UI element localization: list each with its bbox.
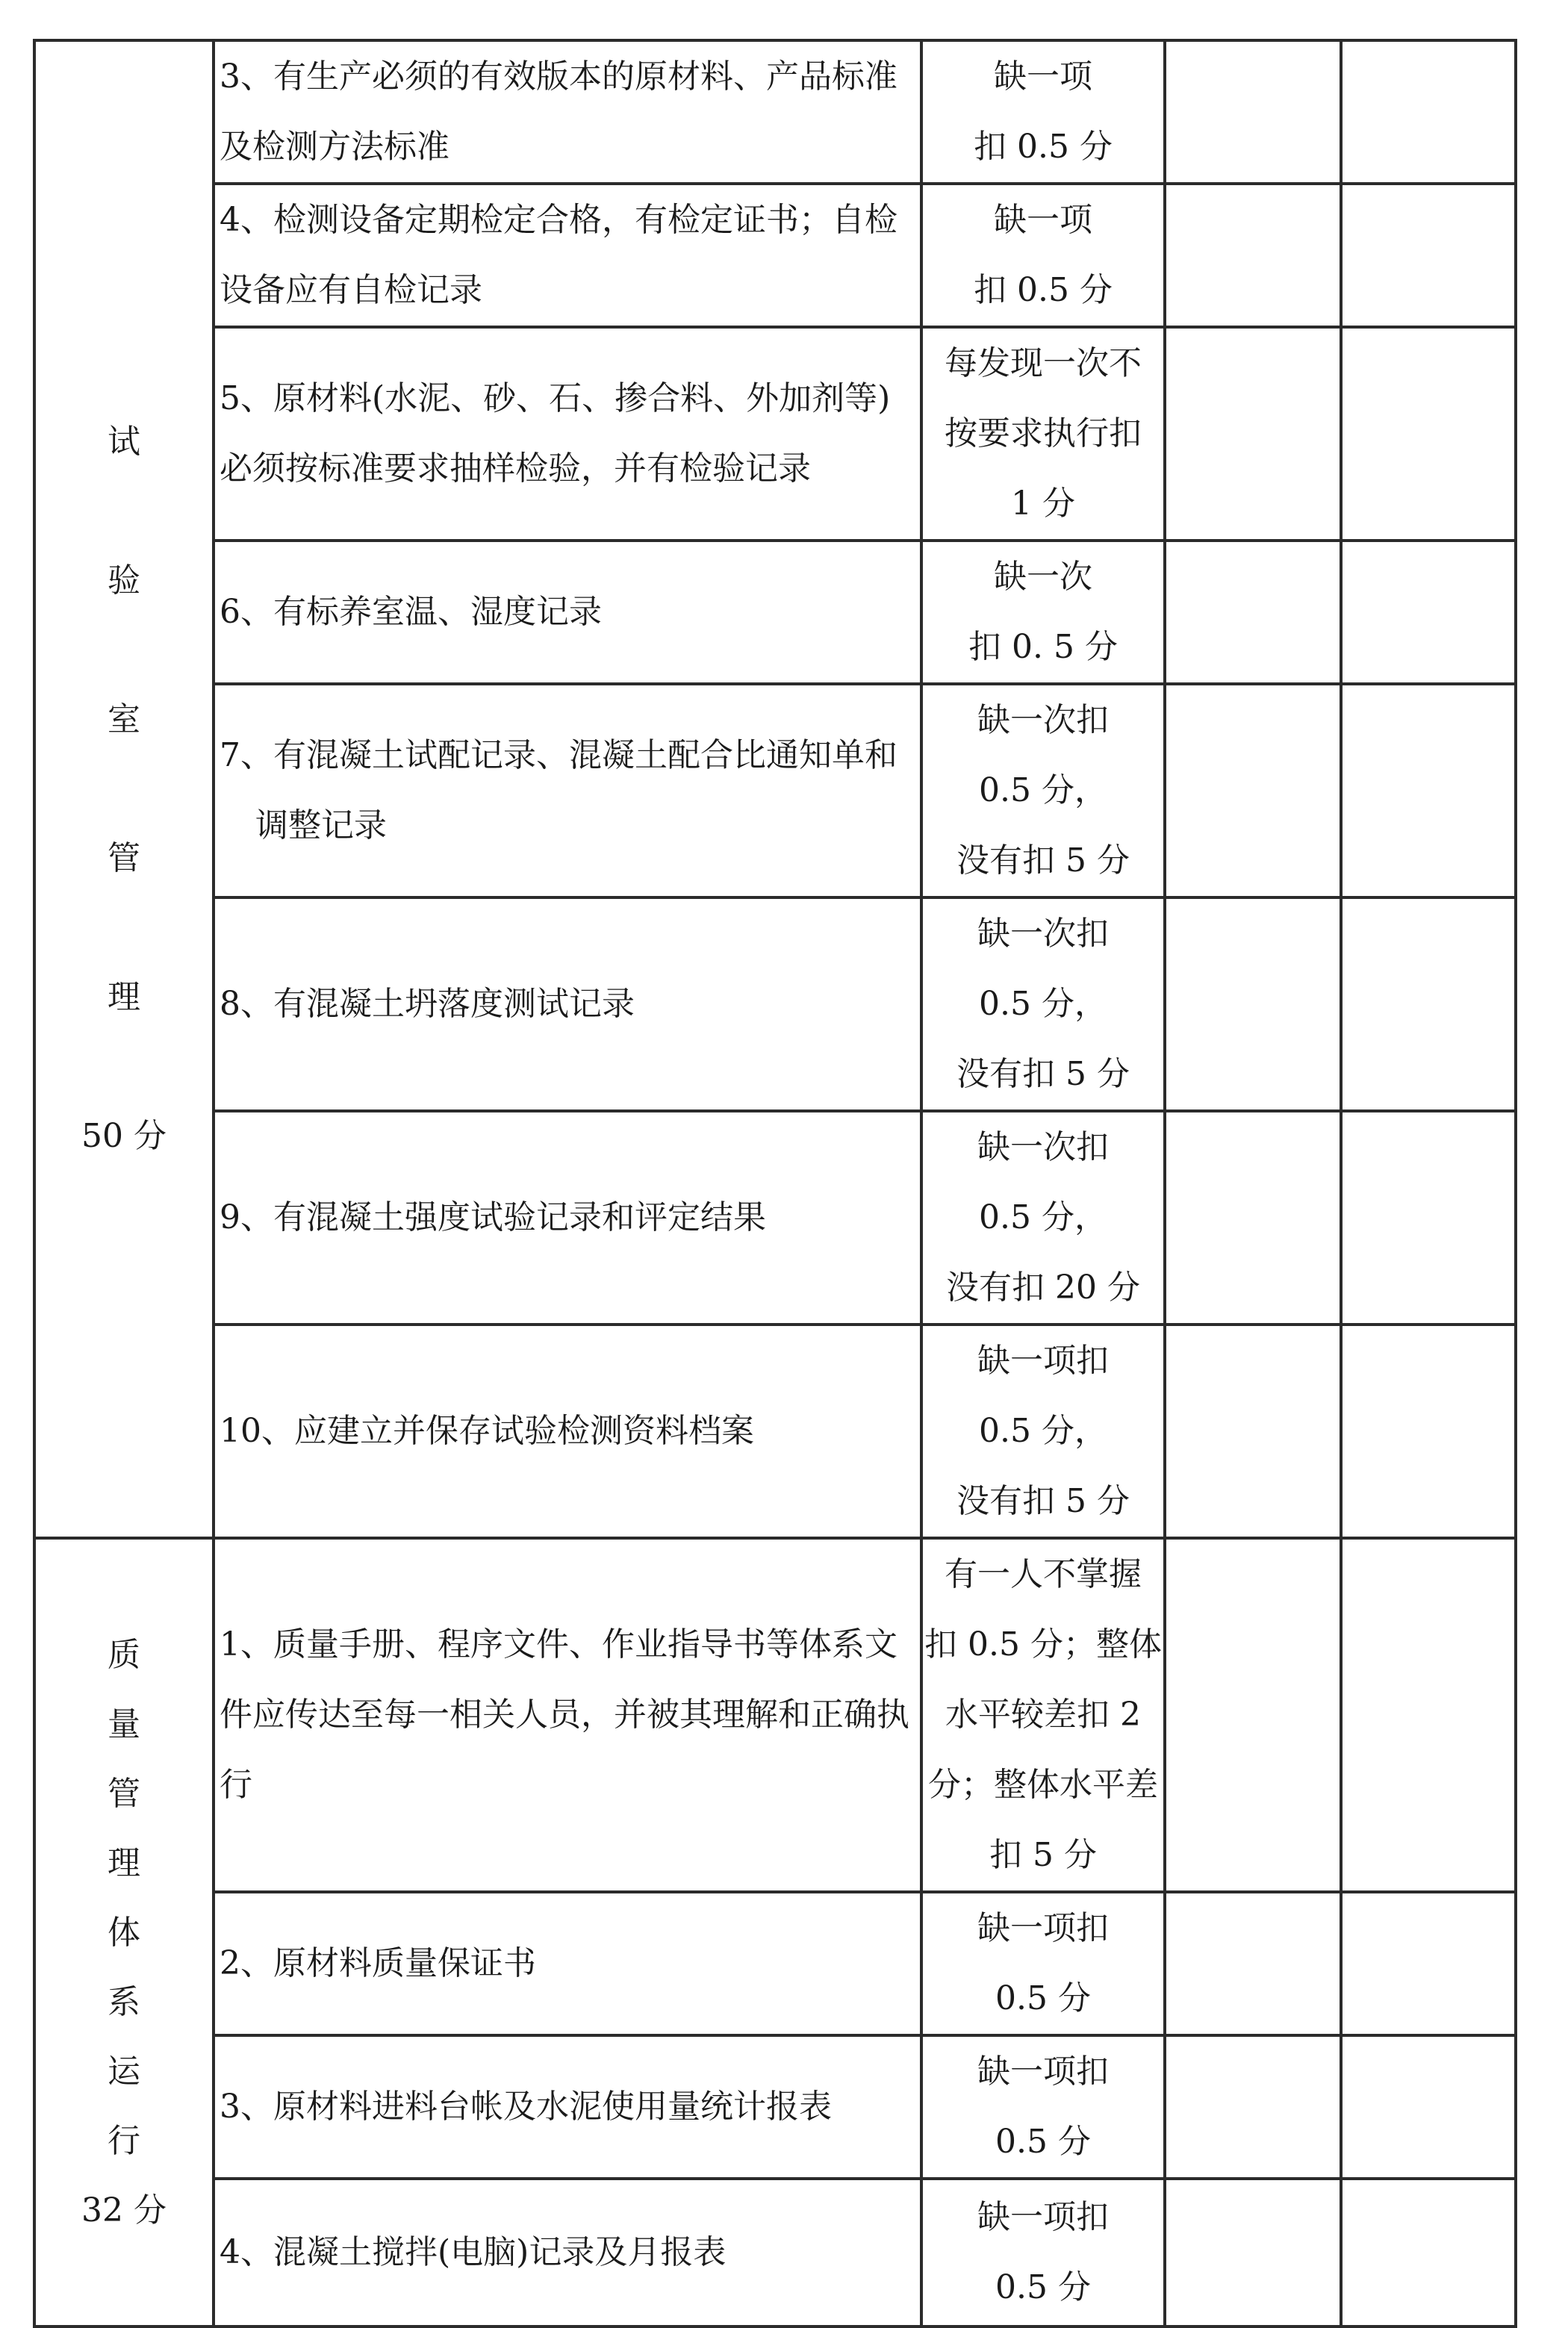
score-cell[interactable]: [1165, 541, 1341, 684]
score-cell[interactable]: [1165, 1325, 1341, 1538]
category-char: 体: [108, 1913, 140, 1952]
rule-line: 扣 0.5 分: [974, 271, 1113, 309]
rule-line: 0.5 分: [995, 2268, 1091, 2306]
table-row: [34, 1892, 1516, 2035]
rule-line: 缺一次扣: [977, 1128, 1109, 1166]
evaluation-table: [33, 39, 1517, 2328]
rule-line: 缺一项扣: [977, 1909, 1109, 1947]
rule-line: 分；整体水平差: [928, 1766, 1158, 1804]
rule-line: 没有扣 5 分: [956, 1482, 1130, 1520]
item-text: 3、原材料进料台帐及水泥使用量统计报表: [214, 2035, 921, 2179]
deduction-rule: [921, 327, 1165, 541]
deduction-rule: [921, 897, 1165, 1111]
table-row: [34, 897, 1516, 1111]
score-cell[interactable]: [1341, 541, 1516, 684]
deduction-rule: [921, 2179, 1165, 2327]
score-cell[interactable]: [1165, 2035, 1341, 2179]
category-char: 理: [108, 978, 140, 1016]
rule-line: 没有扣 20 分: [946, 1269, 1140, 1307]
deduction-rule: [921, 1111, 1165, 1325]
score-cell[interactable]: [1165, 1892, 1341, 2035]
score-cell[interactable]: [1165, 1111, 1341, 1325]
rule-line: 水平较差扣 2: [945, 1696, 1141, 1734]
category-char: 质: [108, 1635, 140, 1674]
category-char: 管: [108, 839, 140, 877]
rule-line: 缺一项: [994, 201, 1092, 239]
category-char: 运: [108, 2052, 140, 2091]
score-cell[interactable]: [1341, 1111, 1516, 1325]
table-row: [34, 541, 1516, 684]
table-row: [34, 684, 1516, 897]
score-cell[interactable]: [1165, 327, 1341, 541]
deduction-rule: [921, 1325, 1165, 1538]
score-cell[interactable]: [1165, 1538, 1341, 1892]
item-text: 9、有混凝土强度试验记录和评定结果: [214, 1111, 921, 1325]
deduction-rule: [921, 184, 1165, 327]
score-cell[interactable]: [1341, 1325, 1516, 1538]
rule-line: 扣 0.5 分；整体: [924, 1625, 1162, 1663]
rule-line: 0.5 分，: [979, 985, 1107, 1023]
item-text: 2、原材料质量保证书: [214, 1892, 921, 2035]
rule-line: 缺一次扣: [977, 701, 1109, 739]
score-cell[interactable]: [1341, 684, 1516, 897]
score-cell[interactable]: [1165, 897, 1341, 1111]
table-row: [34, 1111, 1516, 1325]
score-cell[interactable]: [1341, 1538, 1516, 1892]
item-text: 1、质量手册、程序文件、作业指导书等体系文件应传达至每一相关人员，并被其理解和正确执行: [214, 1538, 921, 1892]
table-row: [34, 327, 1516, 541]
evaluation-sheet: [33, 39, 1514, 2306]
deduction-rule: [921, 1892, 1165, 2035]
score-cell[interactable]: [1341, 2035, 1516, 2179]
rule-line: 按要求执行扣: [945, 414, 1142, 452]
rule-line: 0.5 分，: [979, 771, 1107, 809]
rule-line: 0.5 分，: [979, 1198, 1107, 1236]
category-cell-lab-management: [34, 40, 214, 1538]
table-row: [34, 2035, 1516, 2179]
table-row: [34, 2179, 1516, 2327]
score-cell[interactable]: [1341, 184, 1516, 327]
item-text: 8、有混凝土坍落度测试记录: [214, 897, 921, 1111]
rule-line: 没有扣 5 分: [956, 1055, 1130, 1093]
item-line: 调整记录: [255, 806, 387, 844]
rule-line: 缺一项扣: [977, 2052, 1109, 2091]
item-text: 4、检测设备定期检定合格，有检定证书；自检设备应有自检记录: [214, 184, 921, 327]
category-char: 行: [108, 2121, 140, 2160]
category-char: 室: [108, 700, 140, 738]
deduction-rule: [921, 40, 1165, 184]
rule-line: 有一人不掌握: [945, 1555, 1142, 1593]
deduction-rule: [921, 684, 1165, 897]
table-row: [34, 1325, 1516, 1538]
item-text: [214, 684, 921, 897]
item-text: 3、有生产必须的有效版本的原材料、产品标准及检测方法标准: [214, 40, 921, 184]
rule-line: 缺一项: [994, 57, 1092, 96]
rule-line: 扣 0. 5 分: [968, 628, 1118, 666]
score-cell[interactable]: [1165, 184, 1341, 327]
category-char: 验: [108, 561, 140, 600]
score-cell[interactable]: [1165, 684, 1341, 897]
score-cell[interactable]: [1165, 2179, 1341, 2327]
item-line: 7、有混凝土试配记录、混凝土配合比通知单和: [220, 736, 897, 774]
rule-line: 每发现一次不: [945, 344, 1142, 382]
score-cell[interactable]: [1341, 2179, 1516, 2327]
rule-line: 没有扣 5 分: [956, 841, 1130, 880]
category-score: 50 分: [81, 1117, 167, 1155]
category-char: 理: [108, 1843, 140, 1882]
table-row: [34, 1538, 1516, 1892]
category-char: 系: [108, 1982, 140, 2021]
rule-line: 缺一次扣: [977, 915, 1109, 953]
score-cell[interactable]: [1341, 327, 1516, 541]
category-cell-quality-system: [34, 1538, 214, 2327]
category-score: 32 分: [81, 2191, 167, 2229]
rule-line: 扣 0.5 分: [974, 128, 1113, 166]
category-char: 管: [108, 1774, 140, 1813]
table-row: [34, 40, 1516, 184]
item-text: 10、应建立并保存试验检测资料档案: [214, 1325, 921, 1538]
category-char: 试: [108, 423, 140, 461]
deduction-rule: [921, 541, 1165, 684]
score-cell[interactable]: [1341, 897, 1516, 1111]
deduction-rule: [921, 2035, 1165, 2179]
item-text: 5、原材料(水泥、砂、石、掺合料、外加剂等)必须按标准要求抽样检验，并有检验记录: [214, 327, 921, 541]
score-cell[interactable]: [1341, 1892, 1516, 2035]
item-text: 6、有标养室温、湿度记录: [214, 541, 921, 684]
rule-line: 1 分: [1011, 485, 1075, 523]
score-cell[interactable]: [1341, 40, 1516, 184]
rule-line: 0.5 分，: [979, 1412, 1107, 1450]
deduction-rule: [921, 1538, 1165, 1892]
rule-line: 缺一次: [994, 558, 1092, 596]
item-text: 4、混凝土搅拌(电脑)记录及月报表: [214, 2179, 921, 2327]
score-cell[interactable]: [1165, 40, 1341, 184]
rule-line: 缺一项扣: [977, 2198, 1109, 2236]
rule-line: 缺一项扣: [977, 1342, 1109, 1380]
table-row: [34, 184, 1516, 327]
category-char: 量: [108, 1705, 140, 1743]
rule-line: 0.5 分: [995, 2123, 1091, 2161]
rule-line: 扣 5 分: [989, 1836, 1097, 1874]
rule-line: 0.5 分: [995, 1979, 1091, 2017]
